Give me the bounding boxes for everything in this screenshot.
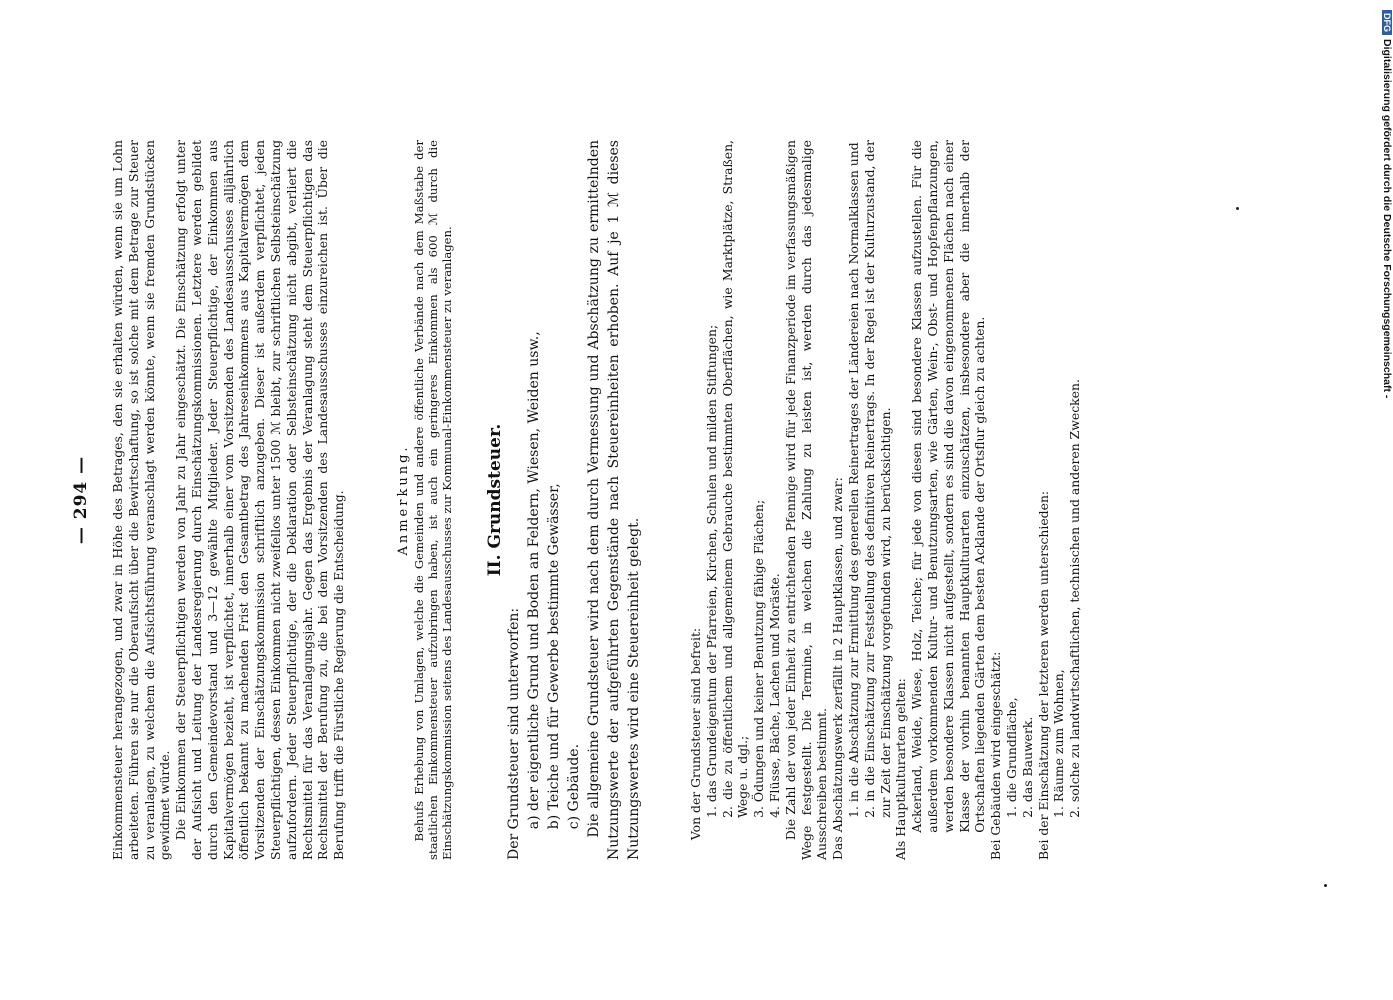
dfg-credit xyxy=(1381,10,1393,398)
note-section xyxy=(396,140,454,860)
culture-intro: Als Hauptkulturarten gelten: xyxy=(893,678,909,860)
income-tax-section xyxy=(110,140,347,860)
valuation-intro: Das Abschätzungswerk zerfällt in 2 Hauptklassen, und zwar: xyxy=(830,477,846,860)
assess-item: 2. solche zu landwirtschaftlichen, technischen und anderen Zwecken. xyxy=(1067,379,1083,818)
paragraph-3: Die allgemeine Grundsteuer wird nach dem durch Vermessung und Abschätzung zu ermittelnden Nutzungswerte der aufgeführten Gegenstände nach Steuereinheiten erhoben. Auf je 1 ℳ dieses Nutzungswertes wird eine Steuereinheit gelegt. xyxy=(585,140,642,860)
buildings-item: 2. das Bauwerk. xyxy=(1019,716,1035,818)
assess-item: 1. Räume zum Wohnen, xyxy=(1051,669,1067,818)
speck xyxy=(1236,207,1239,210)
land-tax-section xyxy=(485,140,644,860)
exemptions-block xyxy=(688,140,1083,860)
culture-text: Ackerland, Weide, Wiese, Holz, Teiche; für jede von diesen sind besondere Klassen aufzustellen. Für die außerdem vorkommenden Kultur- und Benutzungsarten, wie Gärten, Wein-, Obst- und Hopfenpflanzungen, werden besondere Klassen nicht aufgestellt, sondern es sind die davon eingenommenen Flächen nach einer Klasse der vorhin benannten Hauptkulturarten einzuschätzen, insbesondere aber die innerhalb der Ortschaften liegenden Gärten dem besten Acklande der Ortsflur gleich zu achten. xyxy=(909,140,988,833)
exempt-item: 3. Ödungen und keiner Benutzung fähige Flächen; xyxy=(751,499,767,818)
valuation-item: 1. in die Abschätzung zur Ermittlung des generellen Reinertrages der Ländereien nach Normalklassen und xyxy=(845,142,861,818)
note-text: Behufs Erhebung von Umlagen, welche die Gemeinden und andere öffentliche Verbände nach dem Maßstabe der staatlichen Einkommensteuer aufzubringen haben, ist auch ein geringeres Einkommen als 600 ℳ durch die Einschätzungskommission seitens des Landesausschusses zur Kommunal-Einkommensteuer zu veranlagen. xyxy=(411,140,454,860)
note-heading: Anmerkung. xyxy=(396,444,411,556)
subjects-intro: Der Grundsteuer sind unterworfen: xyxy=(505,607,522,860)
dfg-credit-text: Digitalisierung gefördert durch die Deutsche Forschungsgemeinschaft - xyxy=(1381,39,1393,399)
paragraph-2: Die Einkommen der Steuerpflichtigen werden von Jahr zu Jahr eingeschätzt. Die Einschätzung erfolgt unter der Aufsicht und Leitung der Landesregierung durch Einschätzungskommissionen. Letztere werden gebildet durch den Gemeindevorstand und 3—12 gewählte Mitglieder. Jeder Steuerpflichtige, der Einkommen aus Kapitalvermögen bezieht, ist verpflichtet, innerhalb einer vom Vorsitzenden des Landesausschusses alljährlich öffentlich bekannt zu machenden Frist den Gesamtbetrag des Jahreseinkommens aus Kapitalvermögen dem Vorsitzenden der Einschätzungskommission schriftlich anzugeben. Dieser ist außerdem verpflichtet, jeden Steuerpflichtigen, dessen Einkommen nicht zweifellos unter 1500 ℳ bleibt, zur schriftlichen Selbsteinschätzung aufzufordern. Jeder Steuerpflichtige, der die Deklaration oder Selbsteinschätzung nicht abgibt, verliert die Rechtsmittel für das Veranlagungsjahr. Gegen das Ergebnis der Veranlagung steht dem Steuerpflichtigen das Rechtsmittel der Berufung zu, die bei dem Vorsitzenden des Landesausschusses einzureichen ist. Über die Berufung trifft die Fürstliche Regierung die Entscheidung. xyxy=(173,140,347,860)
paragraph-4: Die Zahl der von jeder Einheit zu entrichtenden Pfennige wird für jede Finanzperiode im verfassungsmäßigen Wege festgestellt. Die Termine, in welchen die Zahlung zu leisten ist, werden durch das jedesmalige Ausschreiben bestimmt. xyxy=(782,140,830,860)
speck xyxy=(1324,884,1327,887)
buildings-item: 1. die Grundfläche, xyxy=(1003,697,1019,818)
section-title: II. Grundsteuer. xyxy=(485,423,505,577)
subjects-block xyxy=(504,140,644,860)
valuation-item: 2. in die Einschätzung zur Feststellung des definitiven Reinertrags. In der Regel ist der Kulturzustand, der zur Zeit der Einschätzung vorgefunden wird, zu berücksichtigen. xyxy=(861,140,893,818)
exempt-item: 2. die zu öffentlichem und allgemeinem Gebrauche bestimmten Oberflächen, wie Marktplätze, Straßen, Wege u. dgl.; xyxy=(719,140,751,818)
page-number: — 294 — xyxy=(71,455,91,545)
assess-intro: Bei der Einschätzung der letzteren werden unterschieden: xyxy=(1035,490,1051,860)
subject-item: c) Gebäude. xyxy=(565,743,582,830)
dfg-logo: DFG xyxy=(1382,10,1392,35)
paragraph-1: Einkommensteuer herangezogen, und zwar in Höhe des Betrages, den sie erhalten würden, wenn sie um Lohn arbeiteten. Führen sie nur die Oberaufsicht über die Bewirtschaftung, so ist solche mit dem Betrage zur Steuer zu veranlagen, zu welchem die Aufsichtsführung veranschlagt werden könnte, wenn sie fremden Grundstücken gewidmet würde. xyxy=(110,140,173,860)
subject-item: b) Teiche und für Gewerbe bestimmte Gewässer, xyxy=(545,483,562,830)
rotated-page xyxy=(71,140,1200,860)
exempt-item: 1. das Grundeigentum der Pfarreien, Kirchen, Schulen und milden Stiftungen; xyxy=(703,324,719,818)
exempt-item: 4. Flüsse, Bäche, Lachen und Moräste. xyxy=(766,573,782,818)
buildings-intro: Bei Gebäuden wird eingeschätzt: xyxy=(988,651,1004,860)
exempt-intro: Von der Grundsteuer sind befreit: xyxy=(688,627,703,841)
subject-item: a) der eigentliche Grund und Boden an Feldern, Wiesen, Weiden usw., xyxy=(525,331,542,830)
